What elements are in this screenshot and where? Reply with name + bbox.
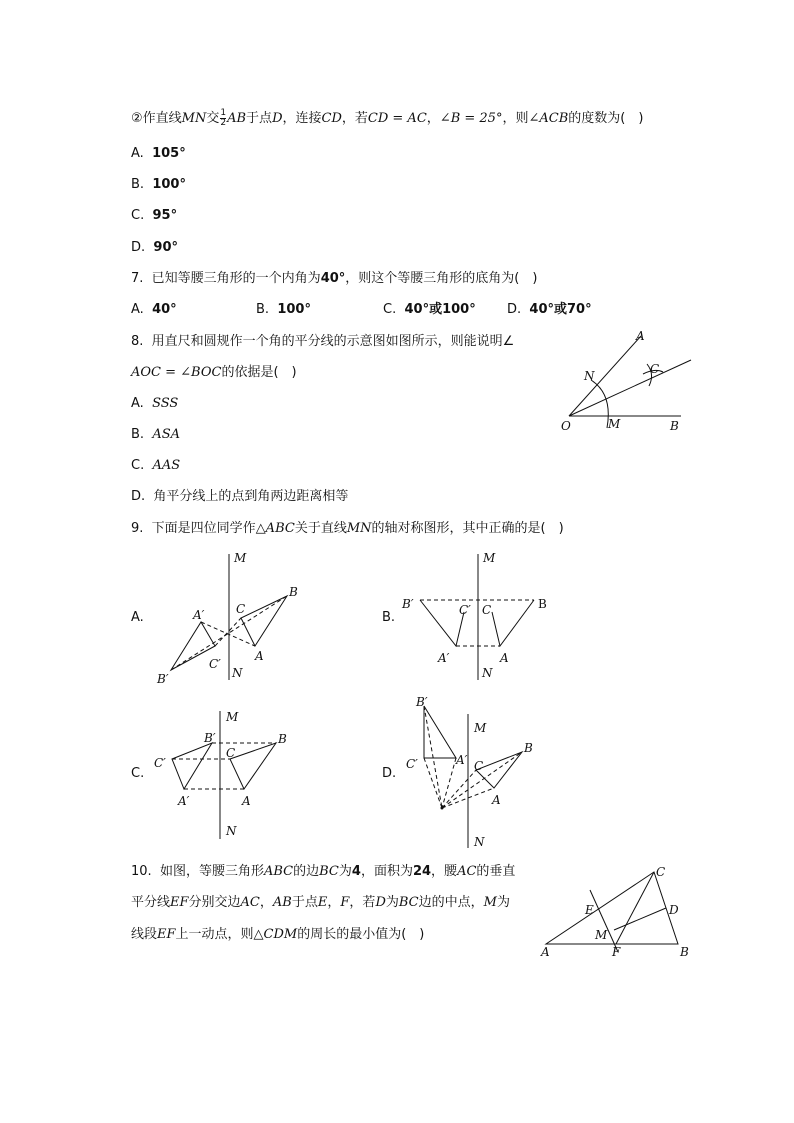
q6-option-c[interactable] <box>131 207 177 225</box>
q10-text: ， <box>259 895 273 910</box>
q7-option-a[interactable] <box>131 301 177 319</box>
q8-math: AOC = ∠BOC <box>131 365 222 380</box>
option-value: 角平分线上的点到角两边距离相等 <box>153 489 349 504</box>
dash-4 <box>442 770 476 808</box>
q8-stem-line2 <box>131 364 297 382</box>
q7-text: ，则这个等腰三角形的底角为( ) <box>345 271 538 286</box>
q10-math: △CDM <box>253 927 298 942</box>
pt-a-prime: A′ <box>438 651 450 665</box>
q10-text: 为 <box>496 895 510 910</box>
q9-math: △ABC <box>255 521 295 536</box>
q10-math: AB <box>272 895 292 910</box>
pt-a: A <box>492 793 501 807</box>
q8-text: 的依据是( ) <box>221 365 297 380</box>
option-letter: D. <box>131 489 146 504</box>
q6-text: ②作直线 <box>131 111 182 126</box>
option-letter: B. <box>131 177 145 192</box>
q9-option-c[interactable]: C. <box>131 766 145 781</box>
q10-stem-line1 <box>131 863 515 881</box>
q7-text: 已知等腰三角形的一个内角为 <box>151 271 321 286</box>
q6-frac-den: 2 <box>220 118 227 128</box>
q10-text: 的周长的最小值为( ) <box>297 927 425 942</box>
pt-b: B <box>278 732 287 746</box>
segment-md <box>614 908 666 930</box>
pt-m: M <box>483 551 496 565</box>
q6-math: D <box>272 111 283 126</box>
q10-math: EF <box>170 895 189 910</box>
q10-text: 分别交边 <box>188 895 241 910</box>
pt-n: N <box>482 666 493 680</box>
pt-d: D <box>669 903 679 917</box>
q10-math: EF <box>157 927 176 942</box>
option-letter: B. <box>256 302 270 317</box>
q9-stem <box>131 520 564 538</box>
q8-angle-bisector-figure <box>555 328 715 438</box>
q10-text: 平分线 <box>131 895 171 910</box>
pt-c-prime: C′ <box>406 757 418 771</box>
pt-c: C <box>226 746 236 760</box>
dash-cc <box>215 618 241 646</box>
q7-stem <box>131 270 537 288</box>
pt-c: C <box>474 759 484 773</box>
pt-c: C <box>236 602 246 616</box>
q9-option-d[interactable]: D. <box>382 766 397 781</box>
pt-f: F <box>612 945 621 959</box>
pt-m: M <box>595 928 608 942</box>
q10-math: ABC <box>263 864 294 879</box>
pt-c: C <box>650 362 660 376</box>
q10-stem-line2 <box>131 894 510 912</box>
q10-triangle-figure <box>538 860 708 970</box>
pt-n: N <box>474 835 485 849</box>
pt-m: M <box>608 417 621 431</box>
q10-math: BC <box>398 895 419 910</box>
q9-option-a[interactable]: A. <box>131 610 144 625</box>
q9-text: 下面是四位同学作 <box>151 521 256 536</box>
pt-a: A <box>500 651 509 665</box>
triangle-abc <box>492 600 534 646</box>
q10-text: 为 <box>385 895 399 910</box>
q9-math: MN <box>346 521 372 536</box>
q7-option-d[interactable] <box>507 301 592 319</box>
q8-stem-line1 <box>131 333 514 351</box>
pt-a-prime: A′ <box>178 794 190 808</box>
pt-c: C <box>482 603 492 617</box>
pt-b-prime: B′ <box>157 672 169 686</box>
point-o <box>441 807 444 810</box>
q6-text: ，若 <box>341 111 368 126</box>
pt-o: O <box>561 419 571 433</box>
q10-math: AC <box>240 895 260 910</box>
q9-text: 的轴对称图形，其中正确的是( ) <box>371 521 564 536</box>
q10-text: 如图，等腰三角形 <box>159 864 264 879</box>
q8-option-a[interactable] <box>131 395 178 413</box>
option-value: SSS <box>152 396 179 411</box>
q9-figure-a <box>155 550 315 690</box>
pt-a-prime: A′ <box>456 753 468 767</box>
q10-stem-line3 <box>131 926 424 944</box>
pt-c: C <box>656 865 666 879</box>
pt-c-prime: C′ <box>154 756 166 770</box>
q6-text: ，连接 <box>282 111 322 126</box>
q8-number: 8. <box>131 334 144 349</box>
option-value: 40°或70° <box>529 302 592 317</box>
triangle-image-1 <box>424 706 456 758</box>
q6-option-b[interactable] <box>131 176 186 194</box>
q6-math: CD <box>321 111 342 126</box>
pt-n: N <box>584 369 595 383</box>
q10-math: E <box>317 895 328 910</box>
q10-math: AC <box>457 864 477 879</box>
option-value: 95° <box>152 208 178 223</box>
pt-e: E <box>585 903 594 917</box>
option-letter: D. <box>131 240 146 255</box>
q7-value: 40° <box>320 271 346 286</box>
q10-text: 线段 <box>131 927 158 942</box>
option-value: 105° <box>152 146 186 161</box>
q10-text: 上一动点，则 <box>175 927 254 942</box>
q6-math: MN <box>181 111 207 126</box>
pt-a-prime: A′ <box>193 608 205 622</box>
ray-oa <box>569 336 641 416</box>
q10-text: 于点 <box>291 895 318 910</box>
pt-n: N <box>232 666 243 680</box>
q6-math: ∠ACB <box>528 111 569 126</box>
q8-text: 用直尺和圆规作一个角的平分线的示意图如图所示，则能说明∠ <box>151 334 515 349</box>
pt-m: M <box>226 710 239 724</box>
option-letter: A. <box>131 396 144 411</box>
option-letter: A. <box>131 302 144 317</box>
q10-text: ，面积为 <box>360 864 413 879</box>
pt-b-prime: B′ <box>416 695 428 709</box>
q6-text: ， <box>426 111 440 126</box>
option-value: 100° <box>152 177 186 192</box>
option-letter: C. <box>131 208 145 223</box>
q6-math: AB <box>227 111 247 126</box>
pt-c-prime: C′ <box>209 657 221 671</box>
q10-text: ， <box>327 895 341 910</box>
q10-math: D <box>375 895 386 910</box>
pt-b: B <box>289 585 298 599</box>
pt-a: A <box>242 794 251 808</box>
q6-stem <box>131 109 643 128</box>
option-letter: C. <box>131 458 145 473</box>
option-letter: A. <box>131 146 144 161</box>
q7-option-c[interactable] <box>383 301 476 319</box>
q6-text: 于点 <box>246 111 273 126</box>
q10-math: BC <box>319 864 339 879</box>
pt-b-prime: B′ <box>204 731 216 745</box>
q10-text: 的垂直 <box>476 864 516 879</box>
option-value: 100° <box>277 302 311 317</box>
q9-number: 9. <box>131 521 144 536</box>
q6-frac-num: 1 <box>220 108 227 118</box>
q6-fraction <box>220 109 226 128</box>
q6-option-a[interactable] <box>131 145 186 163</box>
segment-cf <box>616 872 654 944</box>
q7-option-b[interactable] <box>256 301 311 319</box>
q8-option-c[interactable] <box>131 457 180 475</box>
pt-b-prime: B′ <box>402 597 414 611</box>
option-letter: D. <box>507 302 522 317</box>
triangle-image <box>172 743 212 789</box>
q6-text: ，则 <box>502 111 529 126</box>
option-letter: B. <box>131 427 145 442</box>
q9-figure-c <box>150 705 320 845</box>
pt-b: B <box>524 741 533 755</box>
q10-text: 的边 <box>293 864 320 879</box>
pt-b: B <box>670 419 679 433</box>
q6-text: 交 <box>206 111 220 126</box>
dash-1 <box>424 758 442 808</box>
pt-a: A <box>541 945 550 959</box>
q10-text: ，若 <box>349 895 376 910</box>
triangle-image <box>420 600 464 646</box>
pt-b: B <box>680 945 689 959</box>
q10-text: 为 <box>338 864 352 879</box>
q10-math: F <box>340 895 350 910</box>
q6-text: 的度数为( ) <box>568 111 644 126</box>
triangle-abc <box>546 872 678 944</box>
q10-number: 10. <box>131 864 152 879</box>
q9-text: 关于直线 <box>294 521 347 536</box>
arc-nm <box>591 380 608 428</box>
option-value: 40° <box>152 302 177 317</box>
q8-option-d[interactable] <box>131 488 348 506</box>
q9-option-b[interactable]: B. <box>382 610 396 625</box>
pt-a: A <box>255 649 264 663</box>
q10-value: 24 <box>412 864 432 879</box>
q8-option-b[interactable] <box>131 426 180 444</box>
pt-m: M <box>474 721 487 735</box>
pt-b: B <box>538 597 547 611</box>
option-value: ASA <box>152 427 181 442</box>
option-value: 90° <box>153 240 179 255</box>
option-value: AAS <box>152 458 181 473</box>
q10-text: 边的中点， <box>418 895 484 910</box>
pt-n: N <box>226 824 237 838</box>
q7-number: 7. <box>131 271 144 286</box>
pt-c-prime: C′ <box>459 603 471 617</box>
q10-text: ，腰 <box>431 864 458 879</box>
q10-math: M <box>483 895 497 910</box>
q6-math: CD = AC <box>367 111 427 126</box>
dash-aa <box>201 622 255 646</box>
option-letter: C. <box>383 302 397 317</box>
q10-value: 4 <box>351 864 361 879</box>
q6-math: ∠B = 25° <box>439 111 503 126</box>
q9-figure-d <box>400 692 580 852</box>
q6-option-d[interactable] <box>131 239 178 257</box>
triangle-abc <box>230 743 276 789</box>
option-value: 40°或100° <box>404 302 476 317</box>
q9-figure-b <box>398 550 578 690</box>
pt-m: M <box>234 551 247 565</box>
pt-a: A <box>636 329 645 343</box>
